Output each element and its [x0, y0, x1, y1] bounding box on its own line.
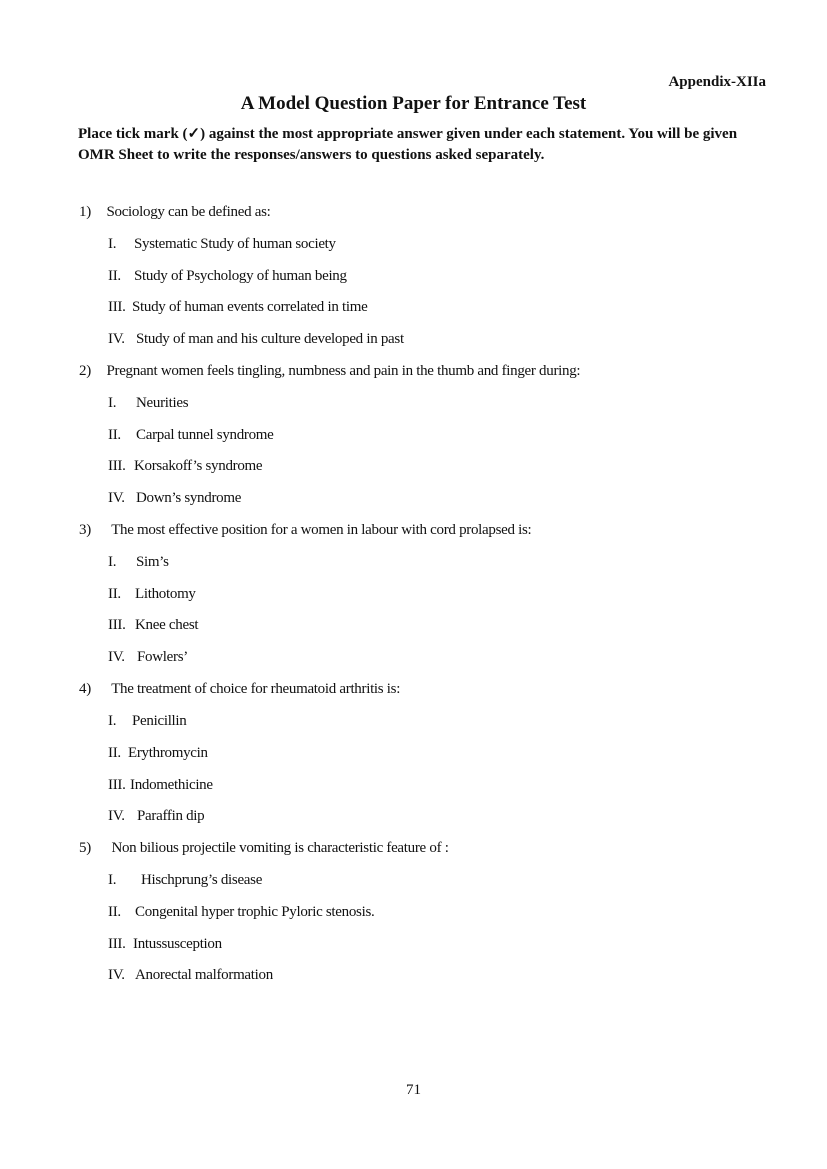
option-label: III. — [108, 936, 126, 952]
option-text: Sim’s — [136, 554, 169, 570]
option — [108, 777, 213, 794]
option — [108, 617, 198, 634]
option-label: IV. — [108, 331, 125, 347]
option-label: II. — [108, 268, 121, 284]
option-label: II. — [108, 586, 121, 602]
question-number: 2) — [79, 363, 91, 379]
option — [108, 427, 274, 444]
option-text: Down’s syndrome — [136, 490, 242, 506]
option-text: Study of human events correlated in time — [132, 299, 368, 315]
option — [108, 745, 208, 762]
option-text: Paraffin dip — [137, 808, 205, 824]
option-text: Study of Psychology of human being — [134, 268, 347, 284]
option-text: Lithotomy — [135, 586, 196, 602]
option — [108, 395, 188, 412]
question-text: Sociology can be defined as: — [106, 204, 271, 220]
option — [108, 967, 273, 984]
question-2 — [79, 363, 779, 380]
option — [108, 554, 169, 571]
option-label: I. — [108, 872, 117, 888]
option-text: Fowlers’ — [137, 649, 188, 665]
option-text: Knee chest — [135, 617, 199, 633]
question-text: Pregnant women feels tingling, numbness and pain in the thumb and finger during: — [106, 363, 581, 379]
option-text: Systematic Study of human society — [134, 236, 336, 252]
option-text: Intussusception — [133, 936, 222, 952]
option-label: IV. — [108, 808, 125, 824]
question-number: 5) — [79, 840, 91, 856]
appendix-label: Appendix-XIIa — [668, 74, 766, 90]
option — [108, 586, 196, 603]
option-label: I. — [108, 713, 117, 729]
question-text: The most effective position for a women in labour with cord prolapsed is: — [111, 522, 532, 538]
option-text: Study of man and his culture developed in past — [136, 331, 404, 347]
option — [108, 268, 347, 285]
option-text: Indomethicine — [130, 777, 213, 793]
option-label: III. — [108, 777, 126, 793]
option — [108, 458, 262, 475]
option-label: I. — [108, 395, 117, 411]
option — [108, 713, 187, 730]
option-label: III. — [108, 617, 126, 633]
option-text: Congenital hyper trophic Pyloric stenosis. — [135, 904, 375, 920]
option-text: Carpal tunnel syndrome — [136, 427, 274, 443]
option-text: Korsakoff’s syndrome — [134, 458, 263, 474]
option-label: III. — [108, 458, 126, 474]
option-label: II. — [108, 904, 121, 920]
option-text: Anorectal malformation — [135, 967, 273, 983]
question-number: 4) — [79, 681, 91, 697]
option — [108, 490, 241, 507]
option-text: Erythromycin — [128, 745, 208, 761]
question-text: Non bilious projectile vomiting is characteristic feature of : — [111, 840, 449, 856]
option-label: IV. — [108, 967, 125, 983]
option — [108, 236, 336, 253]
option-text: Neurities — [136, 395, 189, 411]
option — [108, 904, 374, 921]
option-label: III. — [108, 299, 126, 315]
option-label: I. — [108, 554, 117, 570]
option-label: II. — [108, 427, 121, 443]
question-3 — [79, 522, 779, 539]
page-title: A Model Question Paper for Entrance Test — [240, 93, 587, 114]
option-label: IV. — [108, 649, 125, 665]
option — [108, 299, 367, 316]
option-label: IV. — [108, 490, 125, 506]
instructions: Place tick mark (✓) against the most appropriate answer given under each statement. You will be given OMR Sheet to write the responses/answers to questions asked separately. — [78, 126, 738, 163]
option — [108, 872, 262, 889]
question-5 — [79, 840, 779, 857]
question-1 — [79, 204, 779, 221]
option — [108, 649, 188, 666]
option — [108, 936, 222, 953]
option-label: II. — [108, 745, 121, 761]
page-number: 71 — [406, 1082, 421, 1098]
option-label: I. — [108, 236, 117, 252]
question-4 — [79, 681, 779, 698]
question-number: 3) — [79, 522, 91, 538]
option-text: Hischprung’s disease — [141, 872, 263, 888]
option-text: Penicillin — [132, 713, 187, 729]
option — [108, 808, 204, 825]
question-text: The treatment of choice for rheumatoid arthritis is: — [111, 681, 401, 697]
question-number: 1) — [79, 204, 91, 220]
option — [108, 331, 404, 348]
